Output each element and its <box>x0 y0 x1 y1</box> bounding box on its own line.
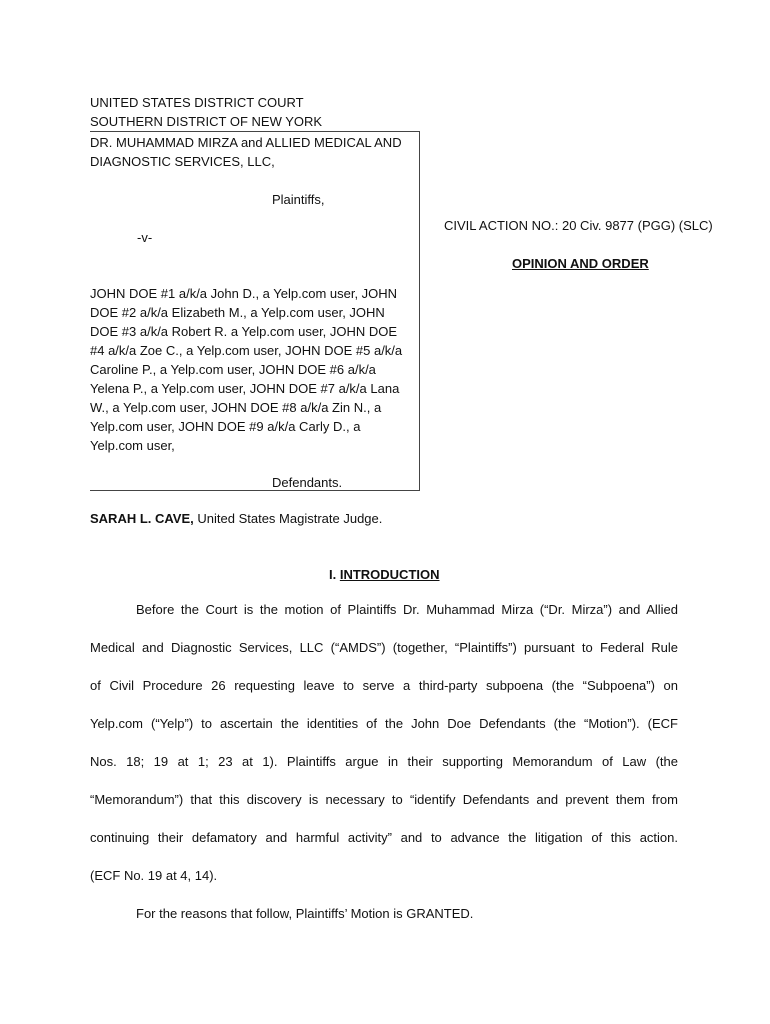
section-number: I. <box>329 567 340 582</box>
court-name: UNITED STATES DISTRICT COURT <box>90 95 304 110</box>
defendants-line: Yelp.com user, <box>90 438 175 453</box>
defendants-role: Defendants. <box>272 475 343 490</box>
body-text-line: Nos. 18; 19 at 1; 23 at 1). Plaintiffs argue in their supporting Memorandum of Law (the <box>90 754 678 769</box>
defendants-line: DOE #3 a/k/a Robert R. a Yelp.com user, JOHN DOE <box>90 324 398 339</box>
body-text-line: Medical and Diagnostic Services, LLC (“AMDS”) (together, “Plaintiffs”) pursuant to Federal Rule <box>90 640 678 655</box>
court-district: SOUTHERN DISTRICT OF NEW YORK <box>90 114 323 129</box>
defendants-line: Caroline P., a Yelp.com user, JOHN DOE #6 a/k/a <box>90 362 376 377</box>
body-text-line: Yelp.com (“Yelp”) to ascertain the identities of the John Doe Defendants (the “Motion”). (ECF <box>90 716 678 731</box>
defendants-line: #4 a/k/a Zoe C., a Yelp.com user, JOHN DOE #5 a/k/a <box>90 343 403 358</box>
defendants-line: DOE #2 a/k/a Elizabeth M., a Yelp.com user, JOHN <box>90 305 385 320</box>
document-title: OPINION AND ORDER <box>512 256 649 271</box>
plaintiffs-names-line1: DR. MUHAMMAD MIRZA and ALLIED MEDICAL AND <box>90 135 402 150</box>
body-text-line: continuing their defamatory and harmful activity” and to advance the litigation of this action. <box>90 830 678 845</box>
plaintiffs-role: Plaintiffs, <box>272 192 325 207</box>
body-text-line: “Memorandum”) that this discovery is necessary to “identify Defendants and prevent them from <box>90 792 678 807</box>
section-heading <box>329 565 440 584</box>
versus: -v- <box>137 230 153 245</box>
body-text-line: of Civil Procedure 26 requesting leave to serve a third-party subpoena (the “Subpoena”) on <box>90 678 678 693</box>
defendants-line: JOHN DOE #1 a/k/a John D., a Yelp.com user, JOHN <box>90 286 398 301</box>
plaintiffs-names-line2: DIAGNOSTIC SERVICES, LLC, <box>90 154 275 169</box>
defendants-line: Yelp.com user, JOHN DOE #9 a/k/a Carly D., a <box>90 419 361 434</box>
defendants-line: Yelena P., a Yelp.com user, JOHN DOE #7 a/k/a Lana <box>90 381 400 396</box>
body-text-line: Before the Court is the motion of Plaintiffs Dr. Muhammad Mirza (“Dr. Mirza”) and Allied <box>136 602 678 617</box>
judge-title: United States Magistrate Judge. <box>193 511 383 526</box>
defendants-line: W., a Yelp.com user, JOHN DOE #8 a/k/a Zin N., a <box>90 400 382 415</box>
civil-action-number: CIVIL ACTION NO.: 20 Civ. 9877 (PGG) (SLC) <box>444 218 713 233</box>
section-title: INTRODUCTION <box>339 567 440 582</box>
conclusion-text: For the reasons that follow, Plaintiffs’ Motion is GRANTED. <box>136 906 474 921</box>
judge-name: SARAH L. CAVE, <box>90 511 194 526</box>
case-caption <box>90 131 420 491</box>
body-text-line: (ECF No. 19 at 4, 14). <box>90 868 218 883</box>
judge-signature-line <box>90 509 382 528</box>
